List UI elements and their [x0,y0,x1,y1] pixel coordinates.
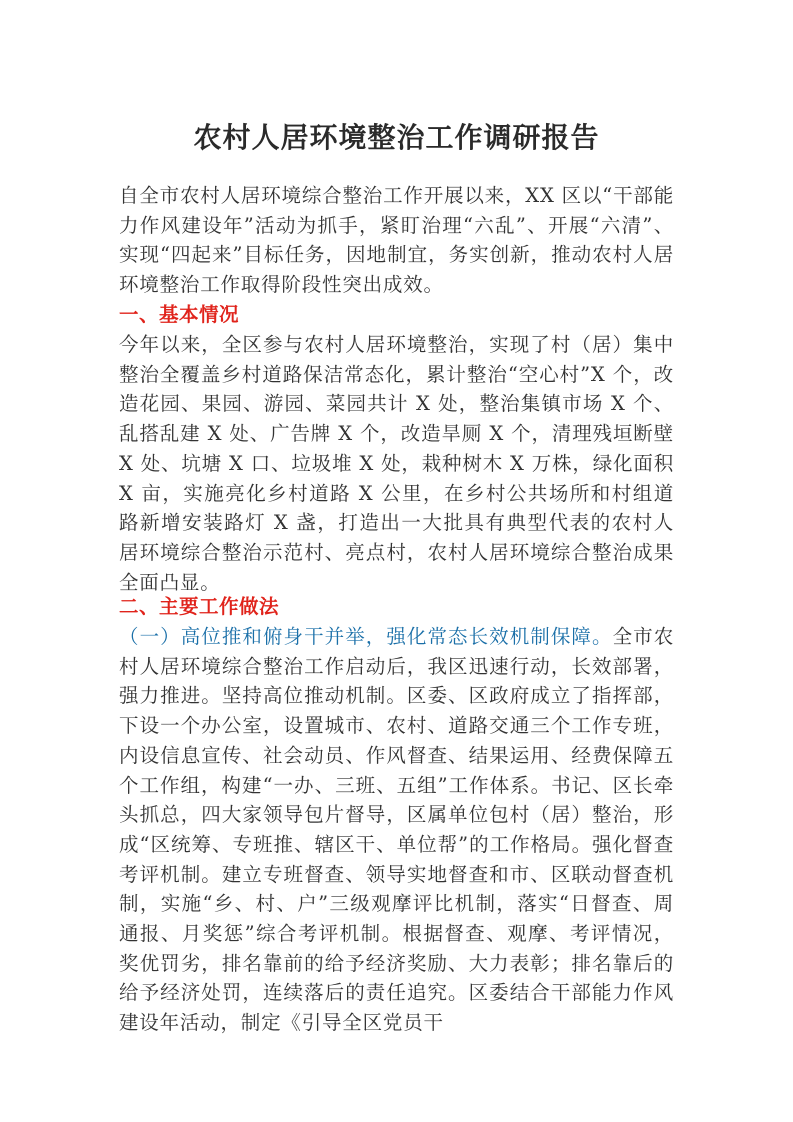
subsection-heading: （一）高位推和俯身干并举，强化常态长效机制保障。 [119,625,613,648]
main-work-paragraph [119,622,674,1038]
section-heading-basic: 一、基本情况 [119,303,240,326]
section-heading-main-work: 二、主要工作做法 [119,595,280,618]
basic-situation-paragraph: 今年以来，全区参与农村人居环境整治，实现了村（居）集中整治全覆盖乡村道路保洁常态化，累计整治“空心村”X 个，改造花园、果园、游园、菜园共计 X 处，整治集镇市场 X 个、乱搭乱建 X 处、广告牌 X 个，改造旱厕 X 个，清理残垣断壁 X 处、坑塘 X 口、垃圾堆 X 处，栽种树木 X 万株，绿化面积 X 亩，实施亮化乡村道路 X 公里，在乡村公共场所和村组道路新增安装路灯 X 盏，打造出一大批具有典型代表的农村人居环境综合整治示范村、亮点村，农村人居环境综合整治成果全面凸显。 [119,333,674,594]
main-work-text: 全市农村人居环境综合整治工作启动后，我区迅速行动，长效部署，强力推进。坚持高位推动机制。区委、区政府成立了指挥部，下设一个办公室，设置城市、农村、道路交通三个工作专班，内设信息宣传、社会动员、作风督查、结果运用、经费保障五个工作组，构建“一办、三班、五组”工作体系。书记、区长牵头抓总，四大家领导包片督导，区属单位包村（居）整治，形成“区统筹、专班推、辖区干、单位帮”的工作格局。强化督查考评机制。建立专班督查、领导实地督查和市、区联动督查机制，实施“乡、村、户”三级观摩评比机制，落实“日督查、周通报、月奖惩”综合考评机制。根据督查、观摩、考评情况，奖优罚劣，排名靠前的给予经济奖励、大力表彰；排名靠后的给予经济处罚，连续落后的责任追究。区委结合干部能力作风建设年活动，制定《引导全区党员干 [119,625,674,1035]
intro-paragraph: 自全市农村人居环境综合整治工作开展以来，XX 区以“干部能力作风建设年”活动为抓手，紧盯治理“六乱”、开展“六清”、实现“四起来”目标任务，因地制宜，务实创新，推动农村人居环境整治工作取得阶段性突出成效。 [119,184,674,297]
document-title: 农村人居环境整治工作调研报告 [193,121,600,154]
